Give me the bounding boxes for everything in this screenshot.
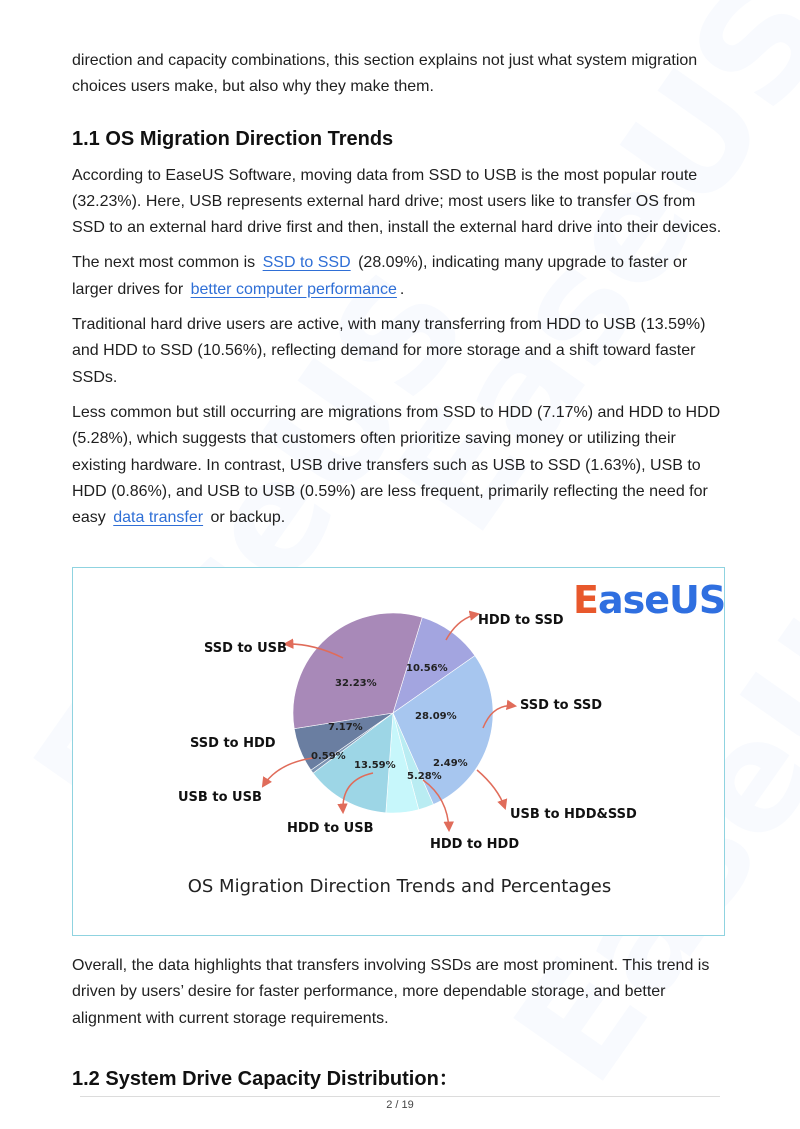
paragraph: Overall, the data highlights that transfers involving SSDs are most prominent. This trend is driven by users’ desire for faster performance, more dependable storage, and better alignment with current storage requirements. [72, 957, 710, 1027]
pct-usb-to-usb: 0.59% [311, 751, 346, 762]
paragraph: The next most common is SSD to SSD (28.09%), indicating many upgrade to faster or larger drives for better computer performance . [72, 254, 688, 298]
pie-chart [73, 568, 726, 868]
label-hdd-to-ssd: HDD to SSD [478, 613, 564, 628]
document-body-continued [72, 953, 722, 1091]
label-hdd-to-hdd: HDD to HDD [430, 837, 520, 852]
paragraph: According to EaseUS Software, moving data from SSD to USB is the most popular route (32.23%). Here, USB represents external hard drive; most users like to transfer OS from SSD to an external hard drive first and then, install the external hard drive into their devices. [72, 166, 722, 237]
label-usb-to-usb: USB to USB [178, 790, 262, 805]
pct-usb-to-hdd-ssd: 2.49% [433, 758, 468, 769]
label-ssd-to-usb: SSD to USB [204, 641, 287, 656]
arrow-usb-to-usb [263, 758, 313, 786]
section-heading: 1.1 OS Migration Direction Trends [72, 127, 394, 150]
footer-divider [80, 1096, 720, 1097]
pct-hdd-to-usb: 13.59% [354, 760, 396, 771]
section-heading: 1.2 System Drive Capacity Distribution： [72, 1067, 459, 1090]
better-performance-link[interactable]: better computer performance [190, 280, 397, 298]
document-body [72, 48, 722, 540]
label-ssd-to-hdd: SSD to HDD [190, 736, 276, 751]
easeus-logo: EaseUS [573, 578, 726, 622]
pct-ssd-to-hdd: 7.17% [328, 722, 363, 733]
pct-ssd-to-ssd: 28.09% [415, 711, 457, 722]
intro-paragraph: direction and capacity combinations, this section explains not just what system migration choices users make, but also why they make them. [72, 52, 698, 96]
paragraph: Less common but still occurring are migrations from SSD to HDD (7.17%) and HDD to HDD (5.28%), which suggests that customers often prioritize saving money or utilizing their existing hardware. In contrast, USB drive transfers such as USB to SSD (1.63%), USB to HDD (0.86%), and USB to USB (0.59%) are less frequent, primarily reflecting the need for easy data transfer or backup. [72, 403, 721, 527]
pie-chart-figure [72, 567, 725, 936]
pct-ssd-to-usb: 32.23% [335, 678, 377, 689]
label-ssd-to-ssd: SSD to SSD [520, 698, 603, 713]
label-hdd-to-usb: HDD to USB [287, 821, 374, 836]
arrow-usb-to-hdd-ssd [477, 770, 505, 808]
ssd-to-ssd-link[interactable]: SSD to SSD [262, 254, 351, 272]
label-usb-to-hdd-ssd: USB to HDD&SSD [510, 807, 637, 822]
figure-caption: OS Migration Direction Trends and Percentages [187, 876, 612, 897]
paragraph: Traditional hard drive users are active, with many transferring from HDD to USB (13.59%) and HDD to SSD (10.56%), reflecting demand for more storage and a shift toward faster SSDs. [72, 316, 706, 386]
page-number: 2 / 19 [386, 1099, 414, 1111]
data-transfer-link[interactable]: data transfer [113, 509, 204, 527]
pct-hdd-to-hdd: 5.28% [407, 771, 442, 782]
pct-hdd-to-ssd: 10.56% [406, 663, 448, 674]
